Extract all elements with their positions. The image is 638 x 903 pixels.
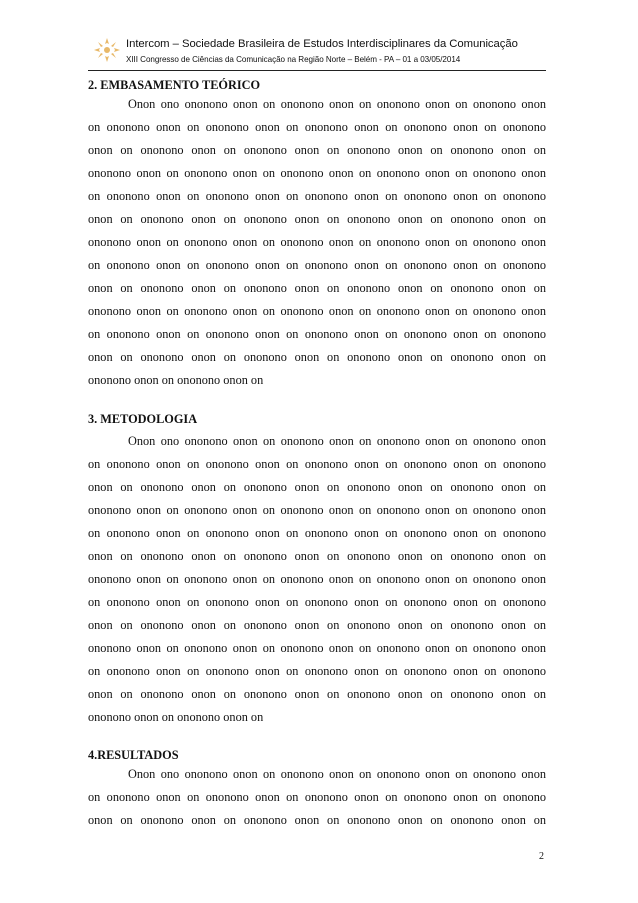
paragraph-line: ononono onon on ononono onon on ononono onon on ononono onon on ononono onon xyxy=(88,641,546,655)
paragraph-line: ononono onon on ononono onon on ononono onon on ononono onon on ononono onon xyxy=(88,166,546,180)
paragraph-line: on ononono onon on ononono onon on ononono onon on ononono onon on ononono xyxy=(88,664,546,678)
paragraph-line: ononono onon on ononono onon on ononono onon on ononono onon on ononono onon xyxy=(88,304,546,318)
paragraph-line: on ononono onon on ononono onon on ononono onon on ononono onon on ononono xyxy=(88,595,546,609)
page-number: 2 xyxy=(539,851,544,862)
paragraph-line: on ononono onon on ononono onon on ononono onon on ononono onon on ononono xyxy=(88,120,546,134)
paragraph-line: onon on ononono onon on ononono onon on ononono onon on ononono onon on xyxy=(88,813,546,827)
paragraph-line: Onon ono ononono onon on ononono onon on ononono onon on ononono onon xyxy=(128,97,546,111)
section-heading-embasamento: 2. EMBASAMENTO TEÓRICO xyxy=(88,78,261,92)
paragraph-line: onon on ononono onon on ononono onon on ononono onon on ononono onon on xyxy=(88,618,546,632)
header-rule xyxy=(88,70,546,71)
section-heading-metodologia: 3. METODOLOGIA xyxy=(88,412,198,426)
paragraph-line: Onon ono ononono onon on ononono onon on ononono onon on ononono onon xyxy=(128,434,546,448)
paragraph-line: onon on ononono onon on ononono onon on ononono onon on ononono onon on xyxy=(88,281,546,295)
paragraph-line: Onon ono ononono onon on ononono onon on ononono onon on ononono onon xyxy=(128,767,546,781)
header-title: Intercom – Sociedade Brasileira de Estudos Interdisciplinares da Comunicação xyxy=(126,38,518,50)
paragraph-line: on ononono onon on ononono onon on ononono onon on ononono onon on ononono xyxy=(88,790,546,804)
paragraph-line: on ononono onon on ononono onon on ononono onon on ononono onon on ononono xyxy=(88,258,546,272)
section-heading-resultados: 4.RESULTADOS xyxy=(88,748,179,762)
header-subtitle: XIII Congresso de Ciências da Comunicação na Região Norte – Belém - PA – 01 a 03/05/2014 xyxy=(126,55,461,64)
paragraph-line: ononono onon on ononono onon on xyxy=(88,710,264,724)
paragraph-line: ononono onon on ononono onon on ononono onon on ononono onon on ononono onon xyxy=(88,572,546,586)
paragraph-line: onon on ononono onon on ononono onon on ononono onon on ononono onon on xyxy=(88,143,546,157)
paragraph-line: ononono onon on ononono onon on xyxy=(88,373,264,387)
intercom-logo-icon xyxy=(90,36,124,64)
paragraph-line: on ononono onon on ononono onon on ononono onon on ononono onon on ononono xyxy=(88,327,546,341)
paragraph-line: ononono onon on ononono onon on ononono onon on ononono onon on ononono onon xyxy=(88,503,546,517)
paragraph-line: on ononono onon on ononono onon on ononono onon on ononono onon on ononono xyxy=(88,457,546,471)
paragraph-line: onon on ononono onon on ononono onon on ononono onon on ononono onon on xyxy=(88,212,546,226)
paragraph-line: onon on ononono onon on ononono onon on ononono onon on ononono onon on xyxy=(88,350,546,364)
paragraph-line: ononono onon on ononono onon on ononono onon on ononono onon on ononono onon xyxy=(88,235,546,249)
paragraph-line: onon on ononono onon on ononono onon on ononono onon on ononono onon on xyxy=(88,549,546,563)
paragraph-line: on ononono onon on ononono onon on ononono onon on ononono onon on ononono xyxy=(88,189,546,203)
page-header xyxy=(88,30,546,70)
paragraph-line: onon on ononono onon on ononono onon on ononono onon on ononono onon on xyxy=(88,687,546,701)
paragraph-line: on ononono onon on ononono onon on ononono onon on ononono onon on ononono xyxy=(88,526,546,540)
paragraph-line: onon on ononono onon on ononono onon on ononono onon on ononono onon on xyxy=(88,480,546,494)
